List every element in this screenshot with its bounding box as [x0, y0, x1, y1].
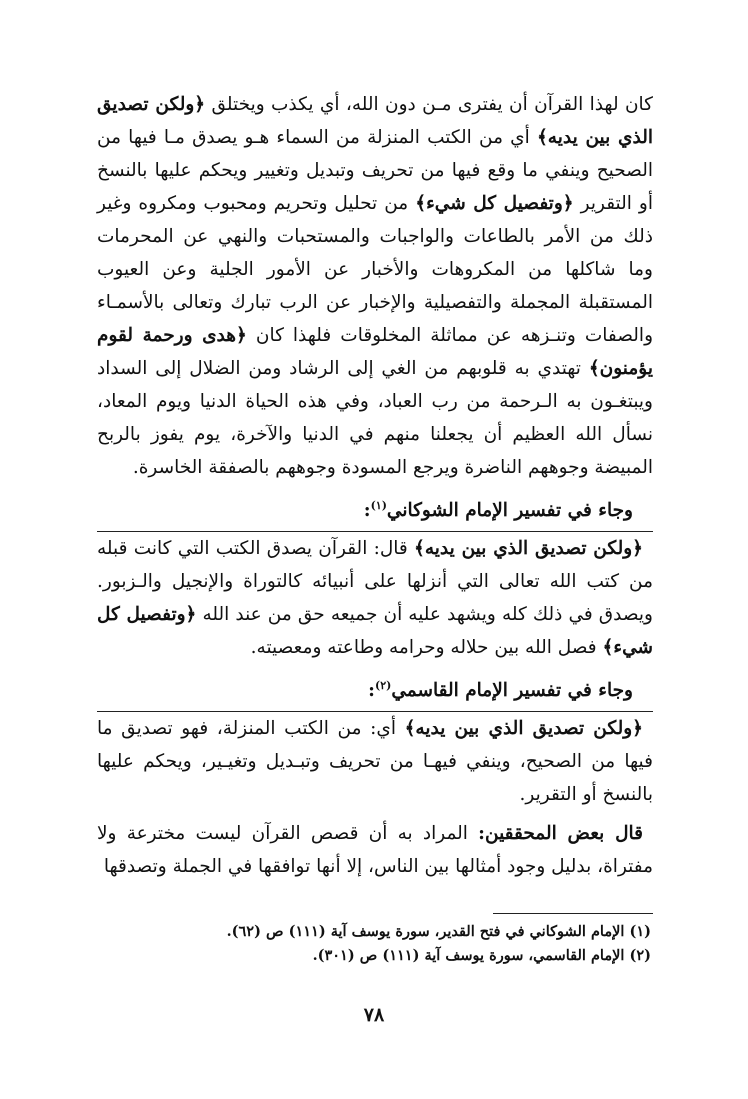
quran-quote: ﴿وتفصيل كل شيء﴾ — [415, 193, 574, 214]
paragraph-text: كان لهذا القرآن أن يفترى مـن دون الله، أي يكذب ويختلق — [205, 94, 653, 115]
paragraph-4 — [97, 817, 653, 883]
footnote-ref[interactable]: (١) — [370, 498, 387, 512]
paragraph-1 — [97, 88, 653, 484]
paragraph-text: أي من الكتب المنزلة من السماء هـو يصدق مـا فيها من الصحيح وينفي ما وقع فيها من تحريف وتبديل وتغيير ويحكم عليها بالنسخ أو التقرير — [97, 127, 654, 214]
footnote-2: (٢) الإمام القاسمي، سورة يوسف آية (١١١) ص (٣٠١). — [312, 947, 651, 964]
quran-quote: ﴿وتفصيل كل شيء﴾ — [97, 604, 653, 658]
paragraph-text: من تحليل وتحريم ومحبوب ومكروه وغير ذلك من الأمر بالطاعات والواجبات والمستحبات والنهي عن المحرمات وما شاكلها من المكروهات والأخبار عن الأمور الجلية وعن العيوب المستقبلة المجملة والتفصيلية والإخبار عن الرب تبارك وتعالى بالأسمـاء والصفات وتنـزهه عن مماثلة المخلوقات فلهذا كان — [97, 193, 654, 346]
quran-quote: ﴿ولكن تصديق الذي بين يديه﴾ — [404, 718, 643, 739]
page-number: ٧٨ — [363, 1004, 385, 1026]
quran-quote: ﴿ولكن تصديق الذي بين يديه﴾ — [414, 538, 643, 559]
heading-text: وجاء في تفسير الإمام القاسمي — [391, 680, 633, 701]
footnote-1: (١) الإمام الشوكاني في فتح القدير، سورة يوسف آية (١١١) ص (٦٢). — [226, 923, 651, 940]
section-heading-shawkani: وجاء في تفسير الإمام الشوكاني$^{(١)}$: — [97, 494, 653, 532]
section-heading-qasimi: وجاء في تفسير الإمام القاسمي$^{(٢)}$: — [97, 674, 653, 712]
paragraph-3 — [97, 712, 653, 811]
footnote-ref[interactable]: (٢) — [375, 678, 392, 692]
paragraph-text: فصل الله بين حلاله وحرامه وطاعته ومعصيته. — [250, 637, 603, 658]
heading-text: وجاء في تفسير الإمام الشوكاني — [386, 500, 633, 521]
paragraph-text: قال: القرآن يصدق الكتب التي كانت قبله من كتب الله تعالى التي أنزلها على أنبيائه كالتوراة والإنجيل والـزبور. ويصدق في ذلك كله ويشهد عليه أن جميعه حق من عند الله — [97, 538, 653, 625]
paragraph-2 — [97, 532, 653, 664]
paragraph-text: المراد به أن قصص القرآن ليست مخترعة ولا مفتراة، بدليل وجود أمثالها بين الناس، إلا أنها توافقها في الجملة وتصدقها — [97, 823, 653, 877]
quran-quote: ﴿هدى ورحمة لقوم يؤمنون﴾ — [97, 325, 653, 379]
footnote-separator — [493, 913, 653, 914]
quran-quote: ﴿ولكن تصديق الذي بين يديه﴾ — [97, 94, 653, 148]
paragraph-text: أي: من الكتب المنزلة، فهو تصديق ما فيها من الصحيح، وينفي فيهـا من تحريف وتبـديل وتغيـير، ويحكم عليها بالنسخ أو التقرير. — [97, 718, 653, 805]
paragraph-text: تهتدي به قلوبهم من الغي إلى الرشاد ومن الضلال إلى السداد ويبتغـون به الـرحمة من رب العباد، وفي هذه الحياة الدنيا ويوم المعاد، نسأل الله العظيم أن يجعلنا منهم في الدنيا والآخرة، يوم يفوز بالربح المبيضة وجوههم الناضرة ويرجع المسودة وجوههم بالصفقة الخاسرة. — [97, 358, 653, 478]
paragraph-lead: قال بعض المحققين: — [478, 823, 643, 844]
